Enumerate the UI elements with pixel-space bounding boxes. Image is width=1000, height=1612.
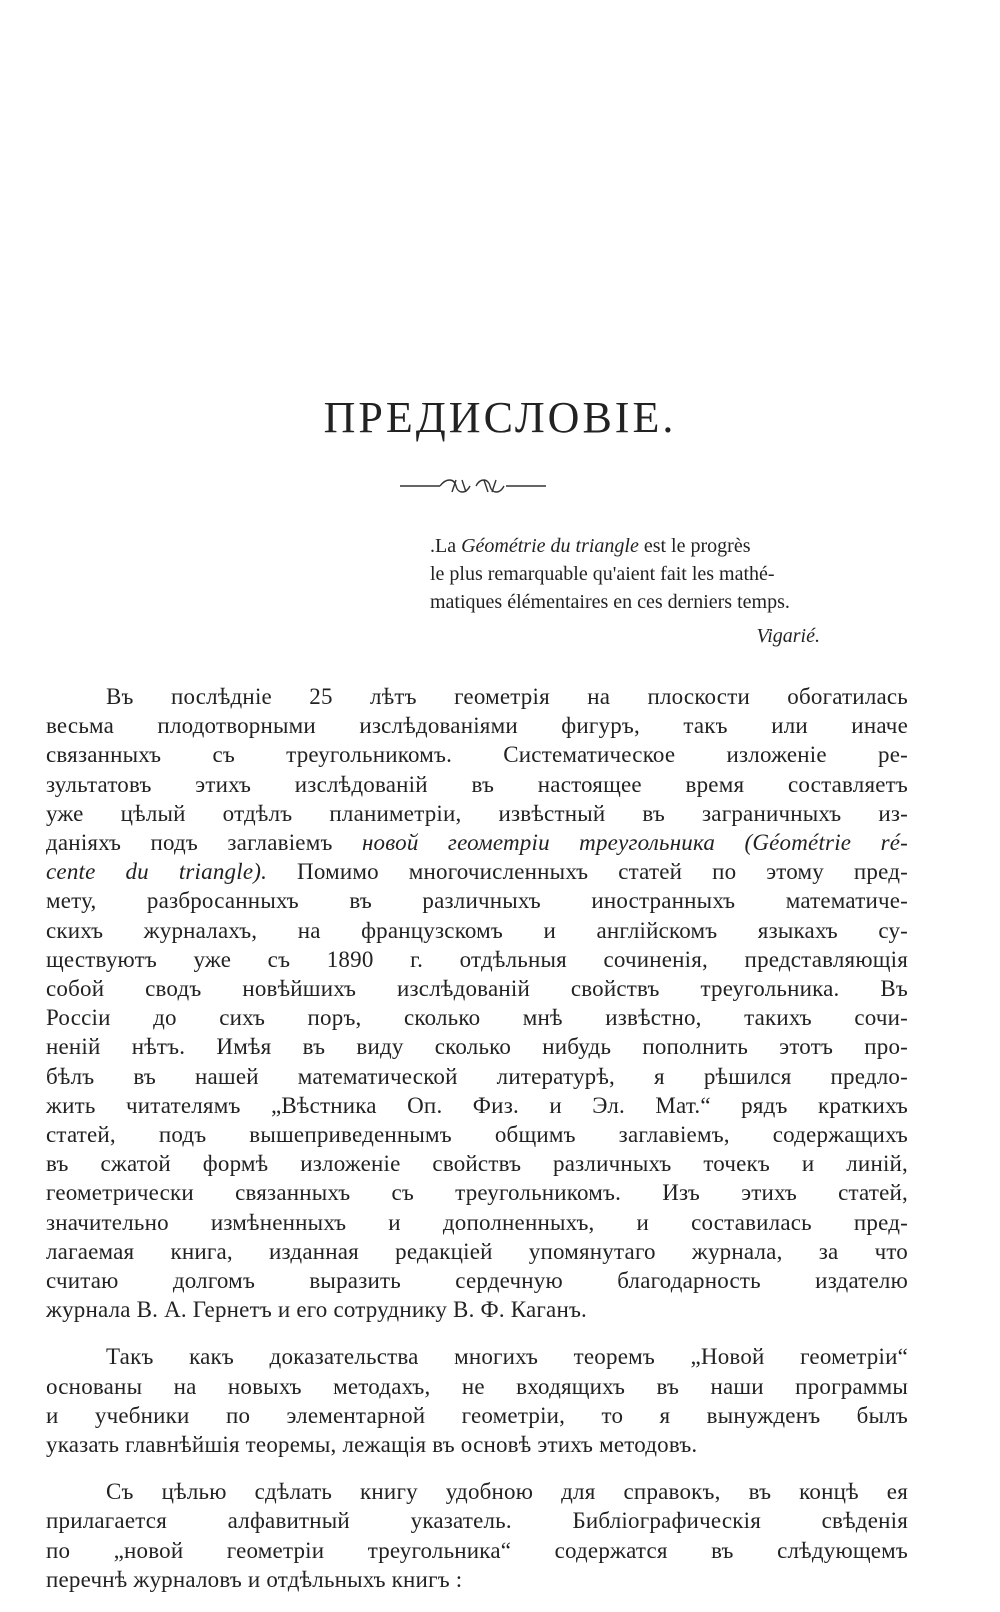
epigraph-line-3: matiques élémentaires en ces derniers temps.	[430, 591, 790, 613]
text-line: основаны на новыхъ методахъ, не входящихъ въ наши программы	[46, 1373, 908, 1399]
text-line: собой сводъ новѣйшихъ изслѣдованій свойствъ треугольника. Въ	[46, 976, 908, 1002]
text-line: неній нѣтъ. Имѣя въ виду сколько нибудь пополнить этотъ про-	[46, 1034, 908, 1060]
epigraph-author: Vigarié.	[756, 625, 820, 647]
text-line: зультатовъ этихъ изслѣдованій въ настоящее время составляетъ	[46, 771, 908, 797]
epigraph	[430, 532, 900, 650]
text-line: геометрически связанныхъ съ треугольникомъ. Изъ этихъ статей,	[46, 1180, 908, 1206]
text-line: прилагается алфавитный указатель. Библіографическія свѣденія	[46, 1508, 908, 1534]
epigraph-line-1: .La Géométrie du triangle est le progrès	[430, 535, 751, 557]
text-line: перечнѣ журналовъ и отдѣльныхъ книгъ :	[46, 1566, 463, 1592]
text-line: Въ послѣдніе 25 лѣтъ геометрія на плоскости обогатилась	[106, 684, 908, 709]
text-line: связанныхъ съ треугольникомъ. Систематическое изложеніе ре-	[46, 742, 908, 768]
text-line: скихъ журналахъ, на французскомъ и англійскомъ языкахъ су-	[46, 917, 908, 943]
text-line: журнала В. А. Гернетъ и его сотруднику В. Ф. Каганъ.	[46, 1297, 587, 1323]
text-line: въ сжатой формѣ изложеніе свойствъ различныхъ точекъ и линій,	[46, 1151, 908, 1177]
text-line: даніяхъ подъ заглавіемъ новой геометріи треугольника (Géométrie ré-	[46, 830, 908, 856]
ornament-divider	[400, 476, 546, 496]
text-line: статей, подъ вышеприведеннымъ общимъ заглавіемъ, содержащихъ	[46, 1122, 908, 1148]
text-line: Россіи до сихъ поръ, сколько мнѣ извѣстно, такихъ сочи-	[46, 1005, 908, 1031]
text-line: указать главнѣйшія теоремы, лежащія въ основѣ этихъ методовъ.	[46, 1432, 698, 1458]
text-line: Съ цѣлью сдѣлать книгу удобною для справокъ, въ концѣ ея	[106, 1479, 908, 1505]
paragraph-3	[46, 1477, 908, 1594]
page-title: ПРЕДИСЛОВІЕ.	[323, 393, 677, 442]
text-line: уже цѣлый отдѣлъ планиметріи, извѣстный въ заграничныхъ из-	[46, 800, 908, 826]
text-line: жить читателямъ „Вѣстника Оп. Физ. и Эл. Мат.“ рядъ краткихъ	[46, 1092, 908, 1118]
text-line: ществуютъ уже съ 1890 г. отдѣльныя сочиненія, представляющія	[46, 946, 908, 972]
text-line: значительно измѣненныхъ и дополненныхъ, и составилась пред-	[46, 1209, 908, 1235]
body-text	[46, 682, 908, 1612]
text-line: лагаемая книга, изданная редакціей упомянутаго журнала, за что	[46, 1238, 908, 1264]
epigraph-line-2: le plus remarquable qu'aient fait les mathé-	[430, 563, 775, 585]
text-line: весьма плодотворными изслѣдованіями фигуръ, такъ или иначе	[46, 713, 908, 739]
text-line: мету, разбросанныхъ въ различныхъ иностранныхъ математиче-	[46, 888, 908, 914]
text-line: cente du triangle). Помимо многочисленныхъ статей по этому пред-	[46, 859, 908, 885]
paragraph-2	[46, 1342, 908, 1459]
text-line: считаю долгомъ выразить сердечную благодарность издателю	[46, 1268, 908, 1294]
paragraph-1	[46, 682, 908, 1324]
text-line: Такъ какъ доказательства многихъ теоремъ „Новой геометріи“	[106, 1344, 908, 1370]
text-line: по „новой геометріи треугольника“ содержатся въ слѣдующемъ	[46, 1537, 908, 1563]
text-line: бѣлъ въ нашей математической литературѣ, я рѣшился предло-	[46, 1063, 908, 1089]
text-line: и учебники по элементарной геометріи, то я вынужденъ былъ	[46, 1402, 908, 1428]
